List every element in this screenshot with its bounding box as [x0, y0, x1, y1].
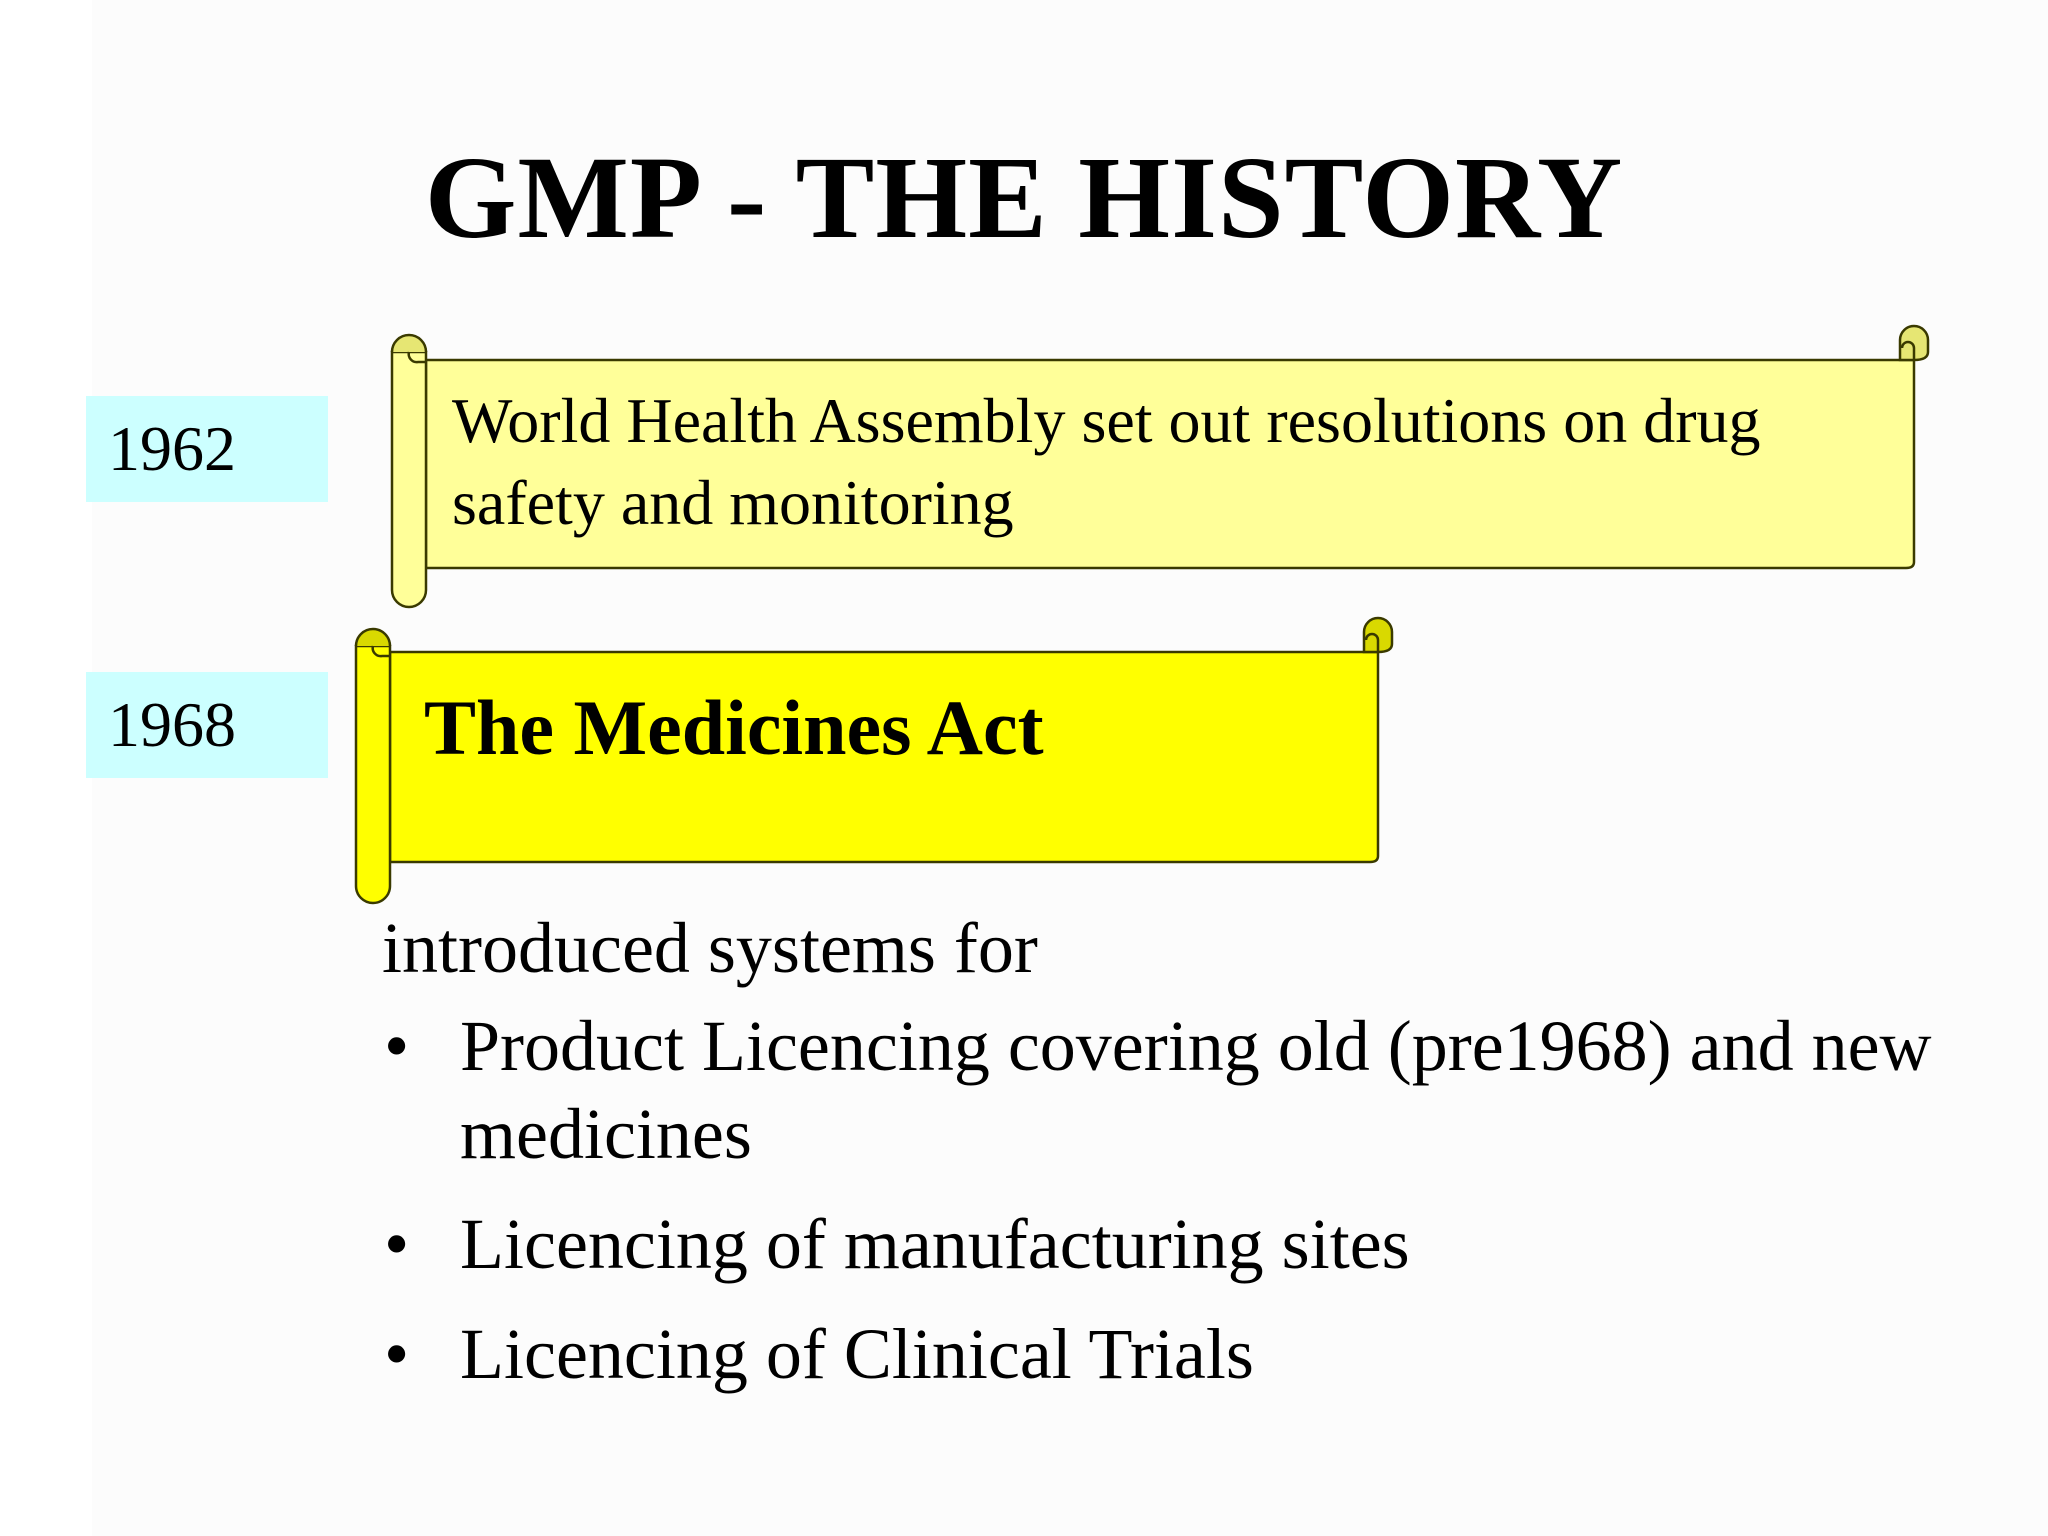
body-content: [382, 900, 1982, 1420]
slide-title: GMP - THE HISTORY: [424, 132, 1624, 264]
bullet-icon: •: [384, 1204, 410, 1284]
bullet-icon: •: [384, 1006, 410, 1086]
list-item-text: Product Licencing covering old (pre1968) and new medicines: [460, 1006, 1932, 1174]
year-label-1968: 1968: [86, 672, 328, 778]
bullet-icon: •: [384, 1314, 410, 1394]
scroll-banner-1968: [356, 616, 1400, 902]
list-item-text: Licencing of Clinical Trials: [460, 1314, 1254, 1394]
scroll-text-1968: The Medicines Act: [424, 684, 1044, 771]
scroll-banner-1962: [392, 322, 1936, 606]
intro-text: introduced systems for: [382, 908, 1038, 988]
list-item: [382, 1002, 1982, 1178]
list-item: [382, 1200, 1982, 1288]
bullet-list: [382, 1002, 1982, 1398]
list-item: [382, 1310, 1982, 1398]
list-item-text: Licencing of manufacturing sites: [460, 1204, 1410, 1284]
year-label-1962: 1962: [86, 396, 328, 502]
scroll-text-1962: World Health Assembly set out resolutions on drug safety and monitoring: [452, 385, 1761, 538]
